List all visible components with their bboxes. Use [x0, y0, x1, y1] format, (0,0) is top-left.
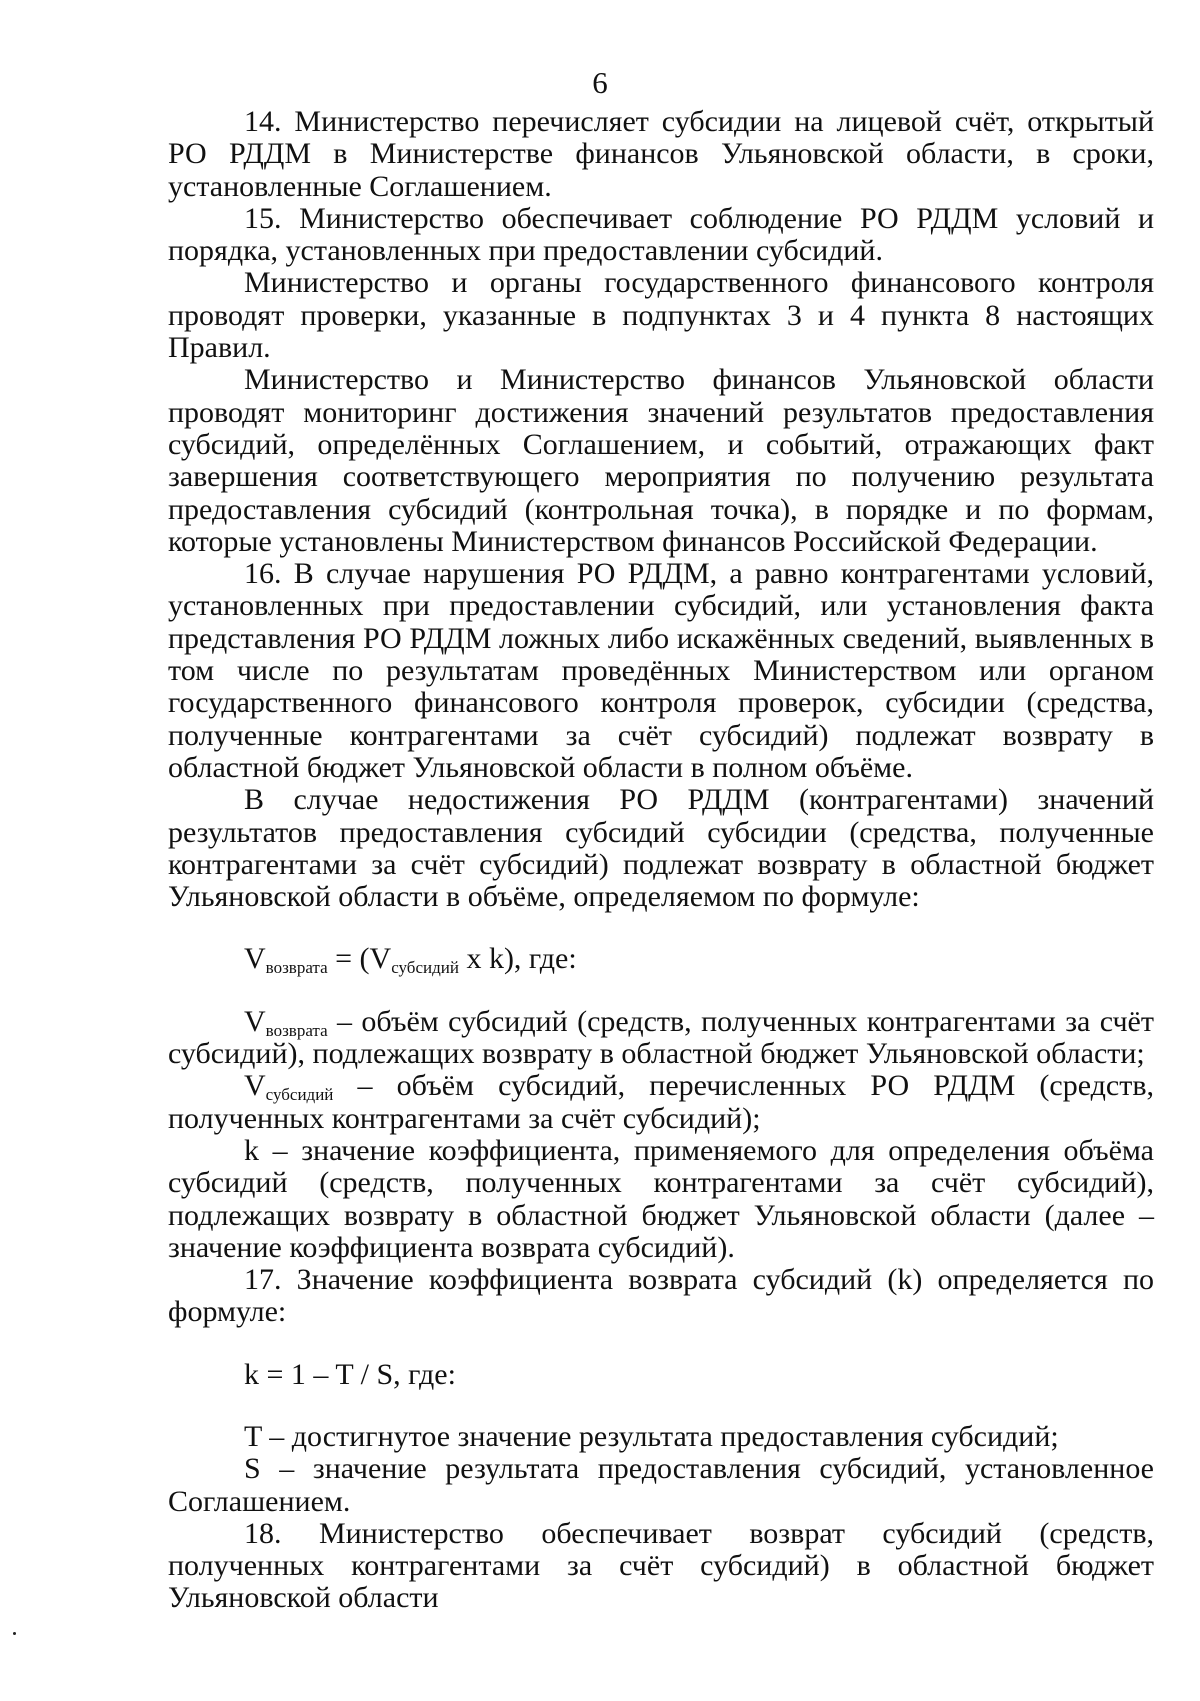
- scan-speck: [13, 1632, 16, 1635]
- paragraph-18: 18. Министерство обеспечивает возврат субсидий (средств, полученных контрагентами за счёт субсидий) в областной бюджет Ульяновской области: [168, 1516, 1154, 1615]
- paragraph-16-shortfall: В случае недостижения РО РДДМ (контрагентами) значений результатов предоставления субсидий субсидии (средства, полученные контрагентами за счёт субсидий) подлежат возврату в областной бюджет Ульяновской области в объёме, определяемом по формуле:: [168, 783, 1154, 914]
- page-number: 6: [592, 65, 608, 100]
- paragraph-15-inspections: Министерство и органы государственного финансового контроля проводят проверки, указанные в подпунктах 3 и 4 пункта 8 настоящих Правил.: [168, 266, 1154, 365]
- paragraph-15-monitoring: Министерство и Министерство финансов Ульяновской области проводят мониторинг достижения значений результатов предоставления субсидий, определённых Соглашением, и событий, отражающих факт завершения соответствующего мероприятия по получению результата предоставления субсидий (контрольная точка), в порядке и по формам, которые установлены Министерством финансов Российской Федерации.: [168, 363, 1154, 558]
- formula-return-volume: $V_{возврата} = (V_{субсидий}$ x k), где:: [244, 942, 577, 978]
- definition-v-subsidy: $V_{субсидий}$ – объём субсидий, перечисленных РО РДДМ (средств, полученных контрагентами за счёт субсидий);: [168, 1069, 1154, 1135]
- paragraph-14: 14. Министерство перечисляет субсидии на лицевой счёт, открытый РО РДДМ в Министерстве финансов Ульяновской области, в сроки, установленные Соглашением.: [168, 105, 1154, 203]
- definition-k: k – значение коэффициента, применяемого для определения объёма субсидий (средств, полученных контрагентами за счёт субсидий), подлежащих возврату в областной бюджет Ульяновской области (далее – значение коэффициента возврата субсидий).: [168, 1133, 1154, 1264]
- formula-coefficient: k = 1 – T / S, где:: [244, 1357, 456, 1391]
- definition-t: T – достигнутое значение результата предоставления субсидий;: [244, 1419, 1059, 1453]
- definition-s: S – значение результата предоставления субсидий, установленное Соглашением.: [168, 1452, 1154, 1518]
- paragraph-16: 16. В случае нарушения РО РДДМ, а равно контрагентами условий, установленных при предоставлении субсидий, или установления факта представления РО РДДМ ложных либо искажённых сведений, выявленных в том числе по результатам проведённых Министерством или органом государственного финансового контроля проверок, субсидии (средства, полученные контрагентами за счёт субсидий) подлежат возврату в областной бюджет Ульяновской области в полном объёме.: [168, 557, 1154, 784]
- paragraph-17: 17. Значение коэффициента возврата субсидий (k) определяется по формуле:: [168, 1263, 1154, 1329]
- definition-v-return: $V_{возврата}$ – объём субсидий (средств, полученных контрагентами за счёт субсидий), подлежащих возврату в областной бюджет Ульяновской области;: [168, 1004, 1154, 1071]
- paragraph-15: 15. Министерство обеспечивает соблюдение РО РДДМ условий и порядка, установленных при предоставлении субсидий.: [168, 201, 1154, 268]
- document-body: [168, 106, 1154, 1615]
